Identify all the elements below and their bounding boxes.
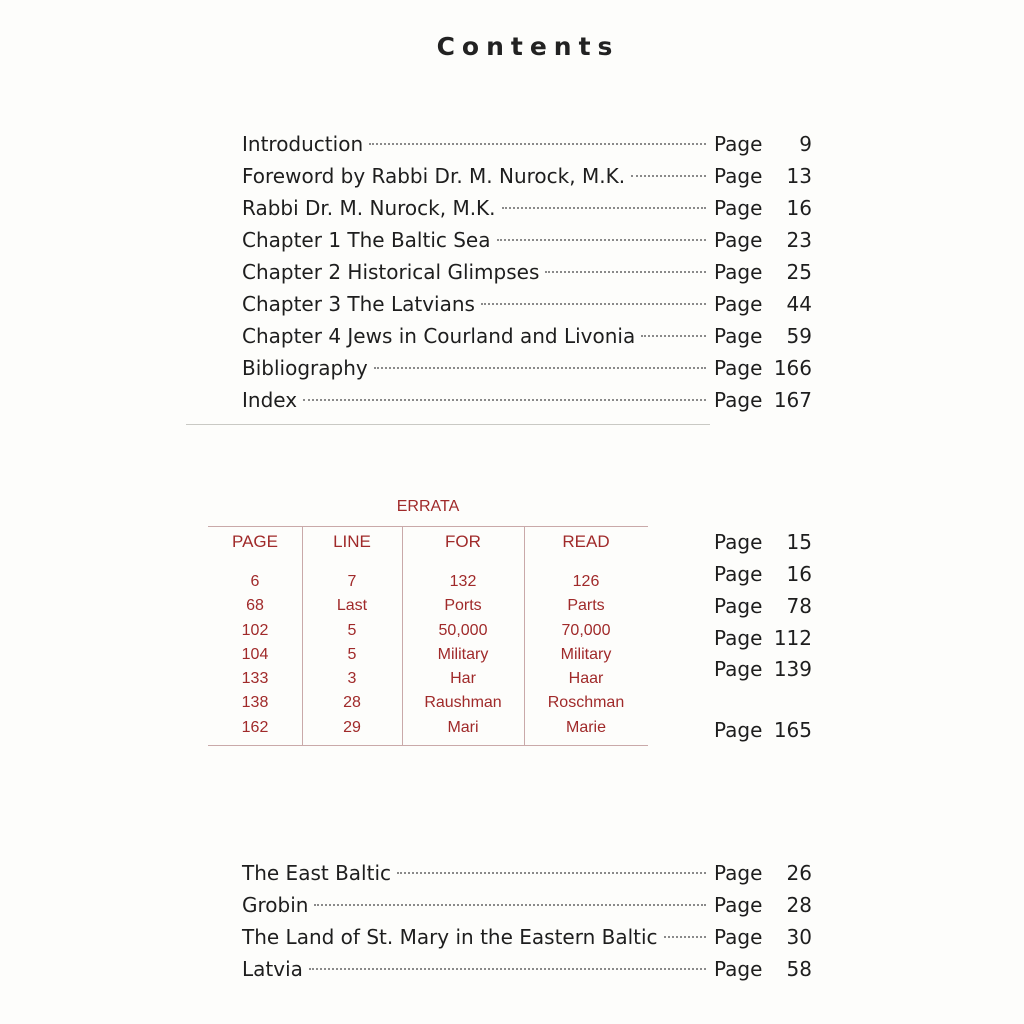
toc-entry[interactable] bbox=[242, 921, 812, 953]
plate-page-number: 78 bbox=[786, 594, 812, 618]
errata-cell: 3 bbox=[347, 670, 357, 688]
errata-cell: 126 bbox=[572, 573, 600, 590]
errata-cell: 102 bbox=[241, 621, 269, 639]
leader-dots bbox=[631, 175, 706, 177]
errata-cell: 70,000 bbox=[561, 621, 611, 639]
plate-page-number: 16 bbox=[786, 562, 812, 586]
plate-page-number: 112 bbox=[773, 626, 812, 650]
plate-page-word: Page bbox=[714, 562, 763, 586]
errata-row bbox=[208, 667, 648, 691]
toc-entry[interactable] bbox=[242, 224, 812, 256]
leader-dots bbox=[502, 207, 706, 209]
toc-entry-label: Grobin bbox=[242, 893, 309, 917]
plate-page-number: 15 bbox=[786, 530, 812, 554]
errata-cell: 6 bbox=[250, 573, 260, 590]
toc-entry[interactable] bbox=[242, 256, 812, 288]
errata-cell: 5 bbox=[347, 645, 357, 663]
toc-page-number: 58 bbox=[786, 957, 812, 981]
toc-page-number: 9 bbox=[799, 132, 812, 156]
errata-row bbox=[208, 619, 648, 643]
leader-dots bbox=[481, 303, 706, 305]
leader-dots bbox=[497, 239, 707, 241]
errata-cell: 104 bbox=[241, 645, 269, 663]
plate-page-word: Page bbox=[714, 657, 763, 681]
toc-page-number: 16 bbox=[786, 196, 812, 220]
errata-cell: Parts bbox=[567, 597, 605, 615]
errata-cell: Military bbox=[437, 645, 489, 663]
errata-body bbox=[208, 570, 648, 740]
toc-page-word: Page bbox=[714, 861, 763, 885]
plate-page-ref[interactable] bbox=[714, 592, 814, 620]
toc-entry-label: Chapter 4 Jews in Courland and Livonia bbox=[242, 324, 636, 348]
toc-page-number: 23 bbox=[786, 228, 812, 252]
plate-page-ref[interactable] bbox=[714, 716, 814, 744]
errata-cell: 68 bbox=[246, 597, 264, 615]
toc-page-number: 166 bbox=[773, 356, 812, 380]
leader-dots bbox=[314, 904, 706, 906]
errata-cell: 162 bbox=[241, 718, 269, 736]
toc-page-word: Page bbox=[714, 164, 763, 188]
toc-entry-label: Chapter 1 The Baltic Sea bbox=[242, 228, 491, 252]
plate-page-ref[interactable] bbox=[714, 624, 814, 652]
toc-entry-label: Chapter 3 The Latvians bbox=[242, 292, 475, 316]
errata-cell: 7 bbox=[347, 573, 357, 590]
leader-dots bbox=[545, 271, 706, 273]
toc-page-number: 44 bbox=[786, 292, 812, 316]
leader-dots bbox=[303, 399, 706, 401]
leader-dots bbox=[369, 143, 706, 145]
errata-cell: 50,000 bbox=[438, 621, 488, 639]
toc-main-list bbox=[242, 128, 812, 416]
toc-entry-label: The East Baltic bbox=[242, 861, 391, 885]
toc-entry-label: Foreword by Rabbi Dr. M. Nurock, M.K. bbox=[242, 164, 626, 188]
toc-page-number: 30 bbox=[786, 925, 812, 949]
toc-entry-label: Bibliography bbox=[242, 356, 368, 380]
toc-page-word: Page bbox=[714, 132, 763, 156]
toc-entry-label: Rabbi Dr. M. Nurock, M.K. bbox=[242, 196, 496, 220]
plate-page-word: Page bbox=[714, 530, 763, 554]
plate-page-number: 139 bbox=[773, 657, 812, 681]
section-divider bbox=[186, 424, 710, 425]
toc-entry[interactable] bbox=[242, 889, 812, 921]
leader-dots bbox=[309, 968, 706, 970]
errata-cell: Marie bbox=[565, 718, 606, 736]
toc-entry-label: Chapter 2 Historical Glimpses bbox=[242, 260, 540, 284]
toc-page-number: 28 bbox=[786, 893, 812, 917]
toc-page-number: 26 bbox=[786, 861, 812, 885]
toc-page-word: Page bbox=[714, 228, 763, 252]
toc-entry-label: Index bbox=[242, 388, 298, 412]
errata-row bbox=[208, 643, 648, 667]
errata-title: ERRATA bbox=[396, 498, 460, 515]
errata-cell: Raushman bbox=[424, 694, 502, 712]
toc-entry[interactable] bbox=[242, 288, 812, 320]
toc-page-word: Page bbox=[714, 196, 763, 220]
errata-cell: 28 bbox=[343, 694, 361, 712]
toc-page-word: Page bbox=[714, 957, 763, 981]
errata-row bbox=[208, 716, 648, 740]
toc-page-word: Page bbox=[714, 356, 763, 380]
errata-header-for: FOR bbox=[445, 532, 481, 551]
toc-entry[interactable] bbox=[242, 320, 812, 352]
leader-dots bbox=[397, 872, 706, 874]
errata-cell: Har bbox=[450, 670, 476, 688]
errata-row bbox=[208, 691, 648, 715]
toc-entry[interactable] bbox=[242, 857, 812, 889]
errata-table bbox=[208, 526, 648, 746]
toc-entry[interactable] bbox=[242, 192, 812, 224]
toc-page-number: 167 bbox=[773, 388, 812, 412]
page-title: Contents bbox=[436, 32, 620, 61]
leader-dots bbox=[641, 335, 706, 337]
toc-page-word: Page bbox=[714, 925, 763, 949]
errata-cell: Mari bbox=[447, 718, 479, 736]
toc-entry[interactable] bbox=[242, 160, 812, 192]
toc-page-word: Page bbox=[714, 324, 763, 348]
plate-page-ref[interactable] bbox=[714, 655, 814, 683]
toc-entry[interactable] bbox=[242, 384, 812, 416]
errata-row bbox=[208, 594, 648, 618]
errata-header-read: READ bbox=[562, 532, 610, 551]
toc-entry[interactable] bbox=[242, 128, 812, 160]
plate-page-word: Page bbox=[714, 626, 763, 650]
errata-header-page: PAGE bbox=[232, 532, 278, 551]
errata-cell: Haar bbox=[568, 670, 604, 688]
toc-entry-label: Latvia bbox=[242, 957, 303, 981]
toc-entry[interactable] bbox=[242, 352, 812, 384]
errata-cell: 29 bbox=[343, 718, 361, 736]
errata-cell: Roschman bbox=[547, 694, 625, 712]
toc-page-number: 13 bbox=[786, 164, 812, 188]
toc-page-number: 59 bbox=[786, 324, 812, 348]
plate-page-number: 165 bbox=[773, 718, 812, 742]
errata-row bbox=[208, 570, 648, 594]
errata-header-line: LINE bbox=[333, 532, 371, 551]
toc-page-word: Page bbox=[714, 388, 763, 412]
toc-page-word: Page bbox=[714, 292, 763, 316]
errata-cell: Last bbox=[336, 597, 368, 615]
errata-cell: Ports bbox=[444, 597, 482, 615]
plate-page-ref[interactable] bbox=[714, 528, 814, 556]
leader-dots bbox=[664, 936, 706, 938]
errata-cell: 138 bbox=[241, 694, 269, 712]
errata-header-row bbox=[208, 532, 648, 558]
errata-cell: 5 bbox=[347, 621, 357, 639]
toc-maps-list bbox=[242, 857, 812, 985]
toc-entry-label: The Land of St. Mary in the Eastern Baltic bbox=[242, 925, 658, 949]
toc-page-word: Page bbox=[714, 893, 763, 917]
leader-dots bbox=[374, 367, 706, 369]
errata-cell: Military bbox=[560, 645, 612, 663]
toc-page-word: Page bbox=[714, 260, 763, 284]
plate-page-ref[interactable] bbox=[714, 560, 814, 588]
toc-page-number: 25 bbox=[786, 260, 812, 284]
plate-page-word: Page bbox=[714, 718, 763, 742]
errata-cell: 133 bbox=[241, 670, 269, 688]
errata-rule-bottom bbox=[208, 745, 648, 746]
errata-cell: 132 bbox=[449, 573, 477, 590]
errata-rule-top bbox=[208, 526, 648, 527]
plate-page-word: Page bbox=[714, 594, 763, 618]
toc-entry-label: Introduction bbox=[242, 132, 364, 156]
toc-entry[interactable] bbox=[242, 953, 812, 985]
